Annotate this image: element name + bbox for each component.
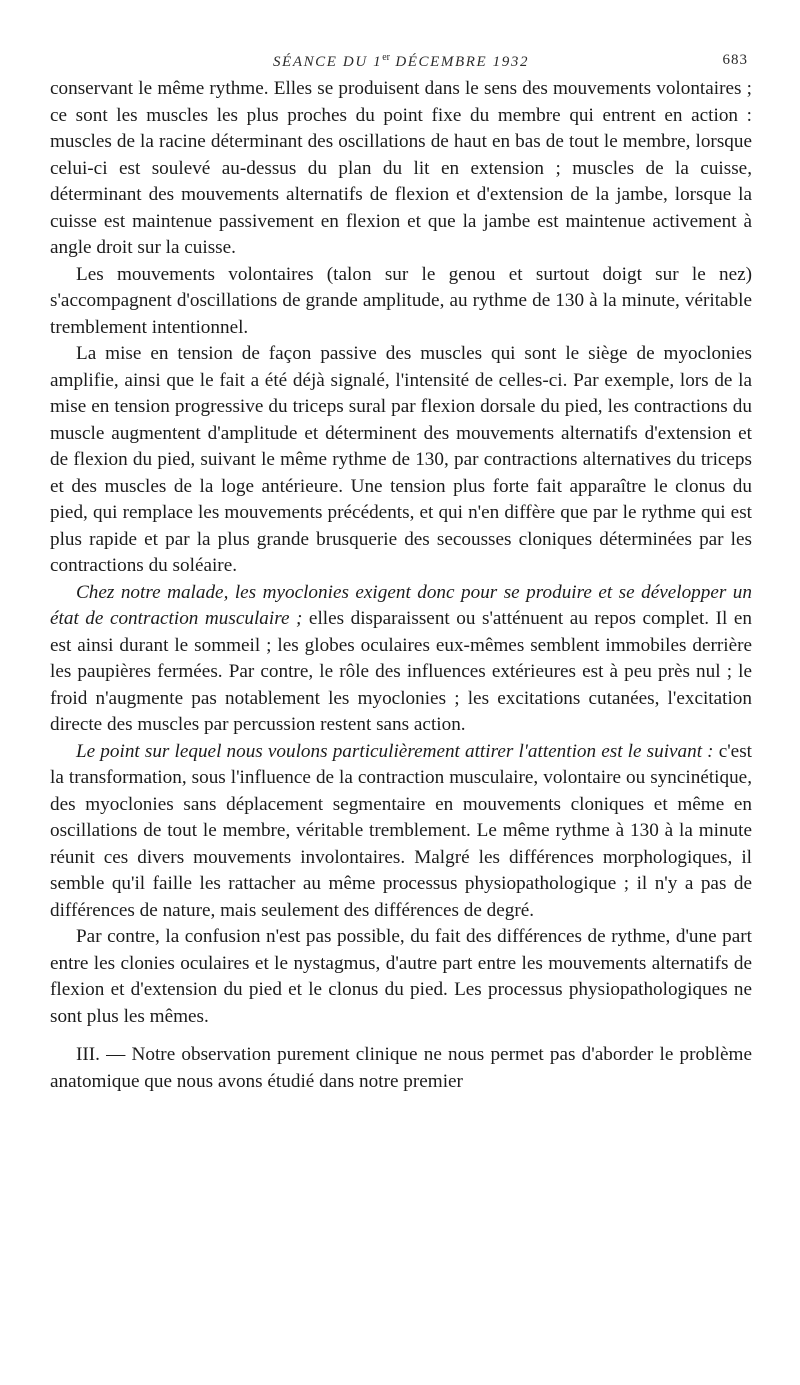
body-text — [50, 76, 752, 1095]
paragraph-4 — [50, 580, 752, 739]
paragraph-5-italic: Le point sur lequel nous voulons particulièrement attirer l'attention est le suivant : — [76, 740, 714, 762]
paragraph-5-text: c'est la transformation, sous l'influence de la contraction musculaire, volontaire ou syncinétique, des myoclonies sans déplacement segmentaire en mouvements cloniques et même en oscillations de tout le membre, véritable tremblement. Le même rythme à 130 à la minute réunit ces divers mouvements involontaires. Malgré les différences morphologiques, il semble qu'il faille les rattacher au même processus physiopathologique ; il n'y a pas de différences de nature, mais seulement des différences de degré. — [50, 740, 752, 921]
running-head — [50, 0, 752, 76]
paragraph-7 — [50, 1042, 752, 1095]
paragraph-4-italic: Chez notre malade, les myoclonies exigent donc pour se produire et se développer un état de contraction musculaire ; — [50, 581, 752, 629]
paragraph-5 — [50, 739, 752, 925]
paragraph-7-text: III. — Notre observation purement clinique ne nous permet pas d'aborder le problème anatomique que nous avons étudié dans notre premier — [50, 1044, 752, 1092]
running-title-part2: DÉCEMBRE 1932 — [390, 54, 530, 70]
paragraph-3-text: La mise en tension de façon passive des muscles qui sont le siège de myoclonies amplifie, ainsi que le fait a été déjà signalé, l'intensité de celles-ci. Par exemple, lors de la mise en tension progressive du triceps sural par flexion dorsale du pied, les contractions du muscle augmentent d'amplitude et déterminent des mouvements alternatifs d'extension et de flexion du pied, suivant le même rythme de 130, par contractions alternatives du triceps et des muscles de la loge antérieure. Une tension plus forte fait apparaître le clonus du pied, qui remplace les mouvements précédents, et qui n'en diffère que par le rythme qui est plus rapide et par la plus grande brusquerie des secousses cloniques déterminées par les contractions du soléaire. — [50, 343, 752, 576]
paragraph-3 — [50, 341, 752, 580]
paragraph-6 — [50, 924, 752, 1030]
running-title — [50, 52, 752, 71]
running-title-sup: er — [382, 52, 390, 63]
paragraph-6-text: Par contre, la confusion n'est pas possible, du fait des différences de rythme, d'une part entre les clonies oculaires et le nystagmus, d'autre part entre les mouvements alternatifs de flexion et d'extension du pied et le clonus du pied. Les processus physiopathologiques ne sont plus les mêmes. — [50, 926, 752, 1027]
page-number: 683 — [722, 52, 748, 68]
paragraph-2-text: Les mouvements volontaires (talon sur le genou et surtout doigt sur le nez) s'accompagnent d'oscillations de grande amplitude, au rythme de 130 à la minute, véritable tremblement intentionnel. — [50, 263, 752, 338]
running-title-part1: SÉANCE DU 1 — [272, 54, 383, 70]
paragraph-1 — [50, 76, 752, 262]
paragraph-2 — [50, 262, 752, 342]
paragraph-4-text: elles disparaissent ou s'atténuent au repos complet. Il en est ainsi durant le sommeil ; les globes oculaires eux-mêmes semblent immobiles derrière les paupières fermées. Par contre, le rôle des influences extérieures est à peu près nul ; le froid n'augmente pas notablement les myoclonies ; les excitations cutanées, l'excitation directe des muscles par percussion restent sans action. — [50, 608, 752, 735]
paragraph-1-text: conservant le même rythme. Elles se produisent dans le sens des mouvements volontaires ; ce sont les muscles les plus proches du point fixe du membre qui entrent en action : muscles de la racine déterminant des oscillations de haut en bas de tout le membre, lorsque celui-ci est soulevé au-dessus du plan du lit en extension ; muscles de la cuisse, déterminant des mouvements alternatifs de flexion et d'extension de la jambe, lorsque la cuisse est maintenue passivement en flexion et que la jambe est maintenue activement à angle droit sur la cuisse. — [50, 78, 752, 258]
document-page — [50, 0, 752, 1385]
